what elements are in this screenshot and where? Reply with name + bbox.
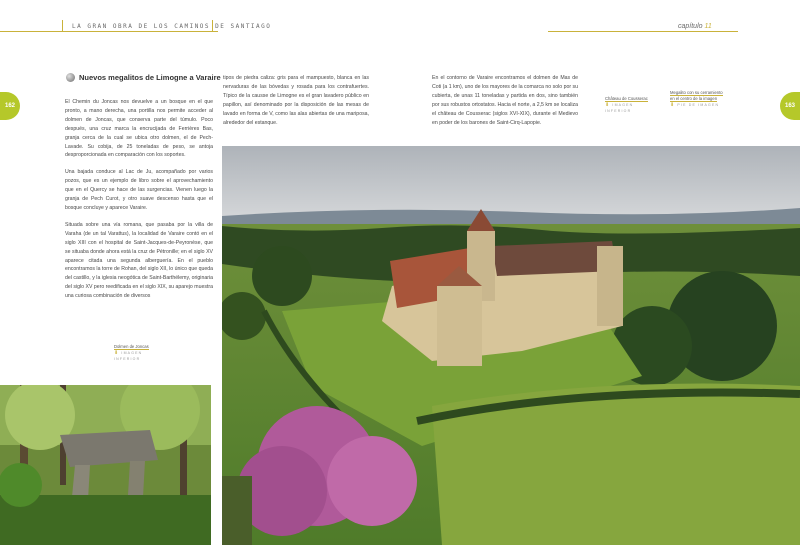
paragraph: En el contorno de Varaire encontramos el dolmen de Mas de Coti (a 1 km), uno de los mayores de la comarca no solo por su cubierta, de unas 11 toneladas y partida en dos, sino también por sus robustos ortostatos. Hacia el norte, a 2,5 km se localiza el château de Cousserac (siglos XVI-XIX), durante el Medievo en poder de los barones de Saint-Cirq-Lapopie. [432,75,578,126]
castle-aerial-photo [222,146,800,545]
arrow-down-icon: ⬇ [605,102,611,108]
arrow-down-icon: ⬇ [114,350,120,356]
paragraph: Una bajada conduce al Lac de Ju, acompañado por varios pozos, que es un ejemplo de libro sobre el aprovechamiento que en el Quercy se hace de las surgencias. Vienen luego la granja de Pech Curot, y otro suave descenso hasta que el bosque concluye y aparece Varaire. [65,169,213,211]
caption-megalito [670,90,728,108]
section-bullet-icon [66,73,75,82]
section-title [66,73,221,82]
text-column-1 [65,98,213,309]
forest-photo-art [0,385,211,545]
arrow-down-icon: ⬇ [670,102,676,108]
paragraph: El Chemin du Joncas nos devuelve a un bosque en el que pronto, a mano derecha, una portilla nos permite acceder al dolmen de Joncas, que conserva parte del túmulo. Poco después, una cruz marca la encrucijada de Ferrières Bas, granja cerca de la cual se ubica otro dolmen, el de Pech-Lavade. Su cobija, de 25 toneladas de peso, se antoja desproporcionada en comparación con los soportes. [65,99,213,159]
text-column-2 [223,74,369,135]
header-rule-right [548,31,738,32]
dolmen-forest-photo [0,385,211,545]
section-title-text: Nuevos megalitos de Limogne a Varaire [79,73,221,82]
caption-dolmen [114,344,169,362]
castle-photo-art [222,146,800,545]
text-column-3 [432,74,578,135]
caption-sub: PIE DE IMAGEN [677,103,720,107]
caption-chateau [605,96,660,114]
chapter-word: capítulo [678,23,703,30]
paragraph: Situada sobre una vía romana, que pasaba por la villa de Varaha (de un tal Varattus), la localidad de Varaire contó en el siglo XIII con el hospital de Saint-Jacques-de-Peyronèse, que se situaba donde ahora está la cruz de Pétronille; en el siglo XV aparece citada una segunda alberguería. En el pueblo encontramos la torre de Rohan, del siglo XII, lo único que queda del castillo, y la iglesia neogótica de Saint-Barthélemy, originaria del siglo XV pero reedificada en el siglo XIX, su aparejo muestra una curiosa combinación de diversos [65,221,213,300]
chapter-number: 11 [704,23,712,30]
chapter-label [678,23,712,30]
caption-sub: IMAGEN INFERIOR [605,103,634,113]
paragraph: tipos de piedra caliza: gris para el mampuesto, blanca en las nervaduras de las bóvedas y rosada para los contrafuertes. Típico de la causse de Limogne es el gran lavadero público en papillon, así denominado por la disposición de las mesas de lavado en forma de V, como las alas abiertas de una mariposa, alrededor del estanque. [223,75,369,126]
page-number-right: 163 [780,92,800,120]
header-rule-left [0,31,218,32]
page-number-left: 162 [0,92,20,120]
caption-title: Megalito con su cerramiento en el centro de la imagen [670,90,723,101]
caption-sub: IMAGEN INFERIOR [114,351,143,361]
header-tick [62,20,63,32]
caption-title: Château de Cousserac [605,96,648,101]
caption-title: Dolmen de Joncas [114,344,149,349]
running-title: LA GRAN OBRA DE LOS CAMINOS DE SANTIAGO [72,23,272,30]
